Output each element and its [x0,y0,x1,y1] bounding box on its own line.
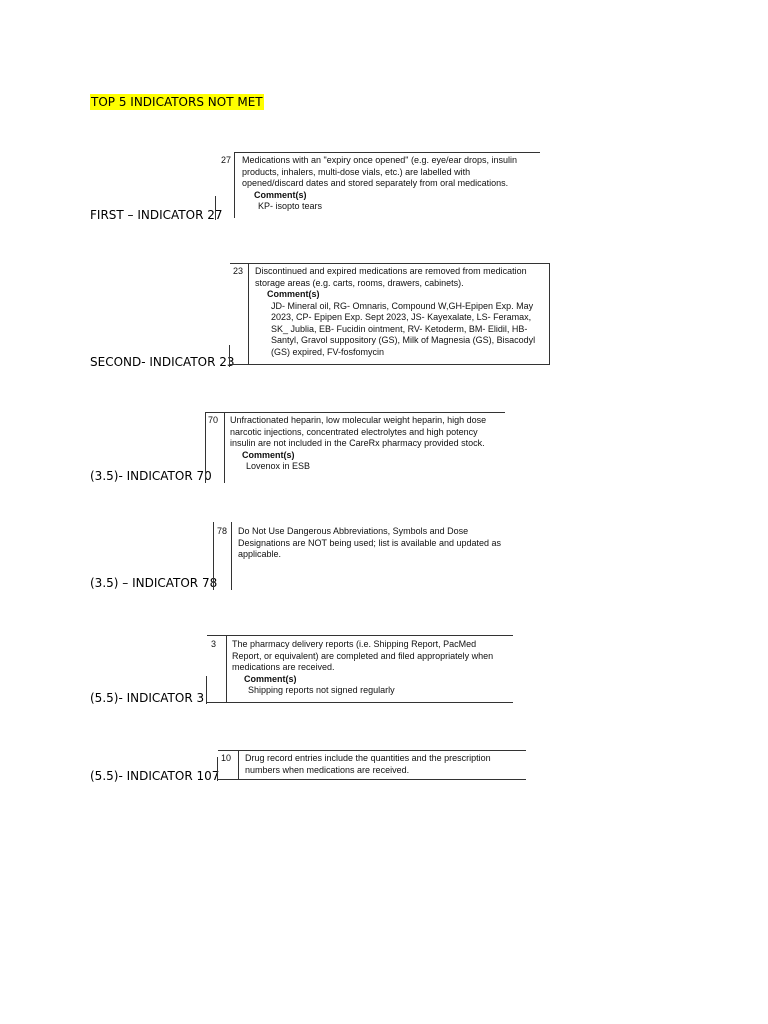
comment-heading: Comment(s) [242,449,295,460]
indicator-clipping [218,749,526,781]
clipped-text-fragment: ▔▔▔▔▔ [237,742,268,748]
comment-text: Lovenox in ESB [246,461,311,471]
indicator-clipping [230,262,550,366]
indicator-label: (3.5) – INDICATOR 78 [90,576,218,590]
indicator-label: (3.5)- INDICATOR 70 [90,469,212,483]
indicator-text: Unfractionated heparin, low molecular weight heparin, high dose narcotic injections, concentrated electrolytes and high potency insulin are not included in the CareRx pharmacy provided stock. [230,415,487,448]
comment-heading: Comment(s) [254,189,307,200]
indicator-label: FIRST – INDICATOR 27 [90,208,223,222]
indicator-text: Drug record entries include the quantities and the prescription numbers when medications are received. [245,753,491,775]
indicator-label: SECOND- INDICATOR 23 [90,355,235,369]
indicator-number: 70 [208,415,219,425]
indicator-clipping [207,634,513,704]
indicator-clipping [205,411,505,483]
indicator-label: (5.5)- INDICATOR 107 [90,769,220,783]
indicator-number: 10 [221,753,232,763]
indicator-text: Medications with an "expiry once opened" (e.g. eye/ear drops, insulin products, inhalers, multi-dose vials, etc.) are labelled with opened/discard dates and stored separately from oral medications. [242,155,518,188]
indicator-number: 3 [211,639,217,649]
indicator-clipping [214,522,510,590]
indicator-number: 23 [233,266,244,276]
comment-heading: Comment(s) [267,289,320,299]
indicator-clipping [218,150,540,218]
comment-text: KP- isopto tears [258,201,323,211]
comment-heading: Comment(s) [244,673,297,684]
comment-text: JD- Mineral oil, RG- Omnaris, Compound W,GH-Epipen Exp. May 2023, CP- Epipen Exp. Sept 2023, JS- Kayexalate, LS- Feramax, SK_ Jublia, EB- Fucidin ointment, RV- Ketoderm, BM- Elidil, HB-Santyl, Gravol suppository (GS), Milk of Magnesia (GS), Bisacodyl (GS) expired, FV-fosfomycin [271,300,536,357]
indicator-text: Do Not Use Dangerous Abbreviations, Symbols and Dose Designations are NOT being used; list is available and updated as applicable. [238,526,501,559]
page-heading: TOP 5 INDICATORS NOT MET [91,95,263,109]
comment-text: Shipping reports not signed regularly [248,685,395,695]
indicator-number: 27 [221,155,232,165]
indicator-text: Discontinued and expired medications are removed from medication storage areas (e.g. carts, rooms, drawers, cabinets). [255,266,527,288]
clipped-text-fragment: ▔▔▔▔▔▔ [232,627,269,633]
indicator-label: (5.5)- INDICATOR 3 [90,691,205,705]
indicator-number: 78 [217,526,228,536]
indicator-text: The pharmacy delivery reports (i.e. Shipping Report, PacMed Report, or equivalent) are completed and filed appropriately when medications are received. [232,639,494,672]
